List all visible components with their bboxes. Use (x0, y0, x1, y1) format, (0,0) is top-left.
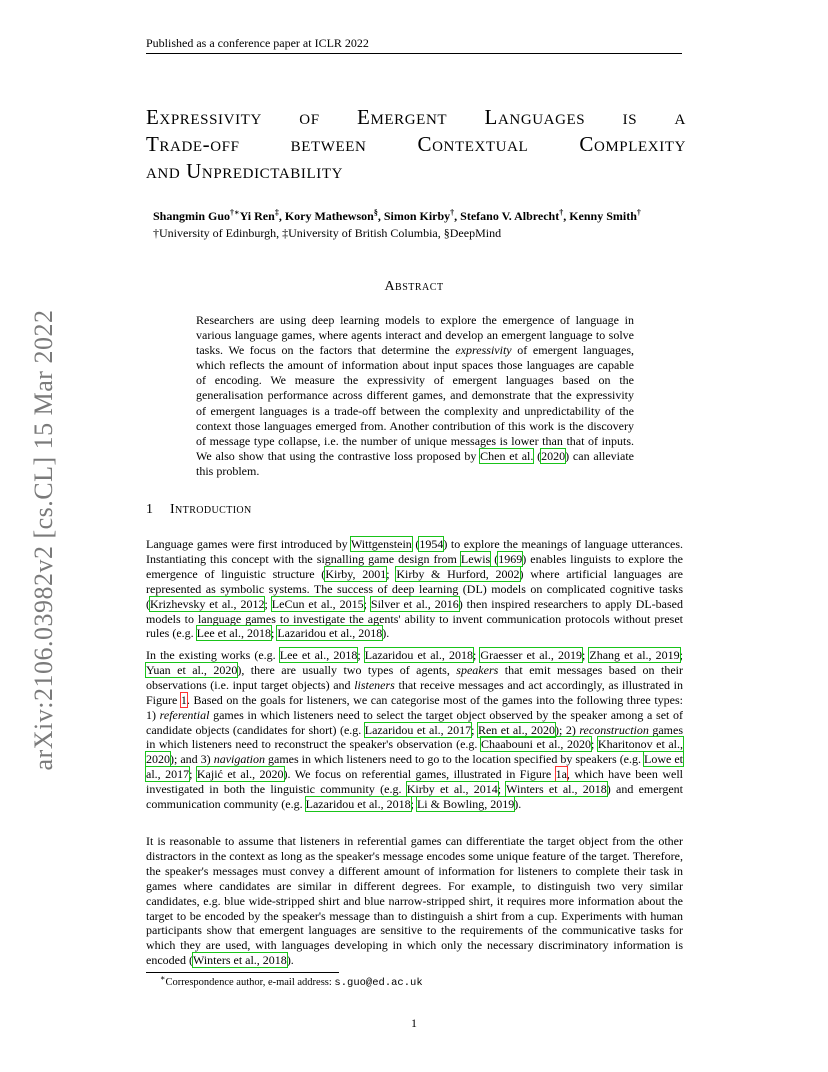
text-run: ). (382, 626, 390, 641)
citation-link[interactable]: Kajić et al., 2020 (196, 767, 284, 782)
citation-link[interactable]: Li & Bowling, 2019 (416, 797, 515, 812)
text-run: games in which listeners need to go to the location specified by speakers (e.g. (265, 752, 645, 767)
text-run: of emergent languages, which reflects the amount of information about input spaces those languages are capable of encoding. We measure the expressivity of emergent languages based on the generalisation performance across different games, and demonstrate that the expressivity of emergent languages is a trade-off between the complexity and unpredictability of the context those languages emerged from. Another contribution of this work is the discovery of message type collapse, i.e. the number of unique messages is lower than that of inputs. We also show that using the contrastive loss proposed by (196, 343, 635, 463)
author-name: Yi Ren (239, 209, 275, 223)
text-run: It is reasonable to assume that listeners in referential games can differentiate the target object from the other distractors in the context as long as the speaker's message encodes some unique feature of the target. Therefore, the speaker's messages must convey a different amount of information for listeners to complete their task in games where candidates are similar in different degrees. For example, to distinguish two very similar candidates, e.g. blue wide-stripped shirt and blue narrow-stripped shirt, it requires more information about the target to be encoded by the speaker's message than to distinguish a shirt from a cup. Experiments with human participants show that emergent languages are sensitive to the requirements of the communicative tasks for which they are used, with languages developing in which only the necessary discriminatory information is encoded ( (146, 834, 683, 968)
citation-link[interactable]: Lazaridou et al., 2018 (364, 648, 473, 662)
author-name: Kenny Smith (569, 209, 637, 223)
text-run: ; (410, 797, 417, 812)
citation-link[interactable]: 1969 (498, 551, 523, 566)
emphasis: speakers (456, 662, 499, 677)
text-run: ) then inspired researchers to apply DL-based models to language games to investigate the agents' ability to invent communication protocols without preset rules (e.g. (146, 596, 684, 641)
intro-paragraph-3 (146, 834, 683, 968)
text-run: ; (591, 737, 598, 752)
citation-link[interactable]: Yuan et al., 2020 (146, 662, 238, 677)
intro-paragraph-2 (146, 648, 683, 812)
footnote-mark: ∗ (160, 973, 166, 983)
text-run: ; (386, 566, 397, 581)
text-run: ( (533, 448, 542, 463)
text-run: ; (471, 722, 478, 737)
text-run: ) where artificial languages are represented as symbolic systems. The success of deep learning (DL) models on complicated cognitive tasks ( (146, 566, 683, 611)
text-run: ) enables linguists to explore the emergence of linguistic structure ( (146, 551, 684, 581)
text-run: ( (490, 551, 499, 566)
header-rule (146, 53, 682, 54)
text-run: ), there are usually two types of agents, (237, 662, 457, 677)
text-run: In the existing works (e.g. (146, 648, 280, 662)
author-list: Shangmin Guo†∗Yi Ren‡, Kory Mathewson§, Simon Kirby†, Stefano V. Albrecht†, Kenny Smith† (153, 208, 641, 223)
text-run: ); 2) (555, 722, 580, 737)
text-run: ; (581, 648, 590, 662)
text-run: Researchers are using deep learning models to explore the emergence of language in various language games, where agents interact and develop an emergent language to solve tasks. We focus on the factors that determine the (196, 313, 634, 358)
text-run: ) and emergent communication community (e.g. (146, 782, 683, 812)
abstract-text (196, 313, 634, 479)
author-name: Simon Kirby (383, 209, 451, 223)
text-run: ; (679, 648, 683, 662)
text-run: ). (514, 797, 522, 812)
text-run: ) to explore the meanings of language utterances. Instantiating this concept with the signalling game design from (146, 537, 683, 566)
text-run: ). (286, 953, 294, 968)
emphasis: listeners (354, 677, 395, 692)
citation-link[interactable]: Wittgenstein (350, 537, 412, 551)
text-run: ; (363, 596, 371, 611)
citation-link[interactable]: Lazaridou et al., 2018 (305, 797, 411, 812)
citation-link[interactable]: Graesser et al., 2019 (480, 648, 582, 662)
text-run: games in which listeners need to select the target object observed by the speaker among a set of candidate objects (candidates for short) (e.g. (146, 707, 684, 737)
affiliation-mark: †∗ (230, 208, 240, 217)
running-head: Published as a conference paper at ICLR 2022 (146, 36, 369, 50)
footnote (160, 973, 423, 989)
intro-paragraph-1 (146, 537, 683, 641)
text-run: ; (357, 648, 365, 662)
text-run: ). We focus on referential games, illustrated in Figure (283, 767, 556, 782)
citation-link[interactable]: Lazaridou et al., 2018 (277, 626, 383, 641)
citation-link[interactable]: Ren et al., 2020 (477, 722, 556, 737)
emphasis: referential (159, 707, 210, 722)
citation-link[interactable]: Krizhevsky et al., 2012 (150, 596, 265, 611)
text-run: ) can alleviate this problem. (196, 448, 634, 478)
citation-link[interactable]: Kirby, 2001 (325, 566, 387, 581)
citation-link[interactable]: Lewis (460, 551, 491, 566)
affiliation-mark: ‡ (274, 208, 279, 217)
title-line: and Unpredictability (146, 159, 344, 183)
citation-link[interactable]: Lee et al., 2018 (279, 648, 358, 662)
affiliation-mark: † (450, 208, 455, 217)
text-run: ; (189, 767, 197, 782)
footnote-rule (146, 972, 339, 973)
citation-link[interactable]: Kirby et al., 2014 (406, 782, 498, 797)
arxiv-identifier: arXiv:2106.03982v2 [cs.CL] 15 Mar 2022 (29, 309, 58, 771)
author-name: Shangmin Guo (153, 209, 231, 223)
page-number: 1 (411, 1016, 417, 1030)
citation-link[interactable]: Chaabouni et al., 2020 (481, 737, 591, 752)
section-title: Introduction (170, 502, 252, 517)
citation-link[interactable]: Lowe et al., 2017 (146, 752, 684, 782)
affiliation-mark: † (636, 208, 641, 217)
citation-link[interactable]: Kharitonov et al., 2020 (146, 737, 684, 767)
citation-link[interactable]: 2020 (541, 448, 566, 463)
text-run: games in which listeners need to reconstruct the speaker's observation (e.g. (146, 722, 684, 752)
citation-link[interactable]: Zhang et al., 2019 (589, 648, 680, 662)
emphasis: navigation (213, 752, 266, 767)
figure-link[interactable]: 1a (555, 767, 567, 782)
text-run: ; (270, 626, 278, 641)
text-run: that receive messages and act accordingly, as illustrated in Figure (146, 677, 683, 707)
title-line: Expressivity of Emergent Languages is a (146, 105, 686, 129)
text-run: Language games were first introduced by (146, 537, 351, 551)
emphasis: expressivity (455, 343, 512, 358)
text-run: ; (264, 596, 272, 611)
text-run: , which have been well investigated in both the linguistic community (e.g. (146, 767, 683, 797)
affiliation-mark: § (373, 208, 378, 217)
affiliation-mark: † (559, 208, 564, 217)
citation-link[interactable]: LeCun et al., 2015 (271, 596, 364, 611)
email-address[interactable]: s.guo@ed.ac.uk (334, 977, 423, 989)
title-line: Trade-off between Contextual Complexity (146, 132, 686, 156)
citation-link[interactable]: Lazaridou et al., 2017 (364, 722, 472, 737)
author-name: Stefano V. Albrecht (460, 209, 560, 223)
text-run: ; (497, 782, 507, 797)
section-heading (146, 502, 252, 518)
emphasis: reconstruction (579, 722, 649, 737)
footnote-text: Correspondence author, e-mail address: (165, 977, 335, 988)
citation-link[interactable]: 1954 (419, 537, 444, 551)
citation-link[interactable]: Kirby & Hurford, 2002 (396, 566, 520, 581)
citation-link[interactable]: Silver et al., 2016 (370, 596, 459, 611)
text-run: ; (472, 648, 481, 662)
text-run: . Based on the goals for listeners, we can categorise most of the games into the following three types: 1) (146, 692, 683, 722)
paper-title (146, 104, 686, 185)
section-number: 1 (146, 502, 154, 517)
figure-link[interactable]: 1 (180, 692, 187, 707)
text-run: ); and 3) (170, 752, 214, 767)
author-name: Kory Mathewson (284, 209, 374, 223)
text-run: ( (411, 537, 420, 551)
text-run: that emit messages based on their observations (i.e. input target objects) and (146, 662, 683, 692)
citation-link[interactable]: Winters et al., 2018 (506, 782, 607, 797)
arxiv-stamp (29, 240, 58, 840)
affiliations: †University of Edinburgh, ‡University of British Columbia, §DeepMind (153, 226, 502, 240)
citation-link[interactable]: Winters et al., 2018 (192, 953, 287, 968)
abstract-heading: Abstract (384, 279, 444, 294)
citation-link[interactable]: Chen et al. (480, 448, 534, 463)
citation-link[interactable]: Lee et al., 2018 (196, 626, 271, 641)
